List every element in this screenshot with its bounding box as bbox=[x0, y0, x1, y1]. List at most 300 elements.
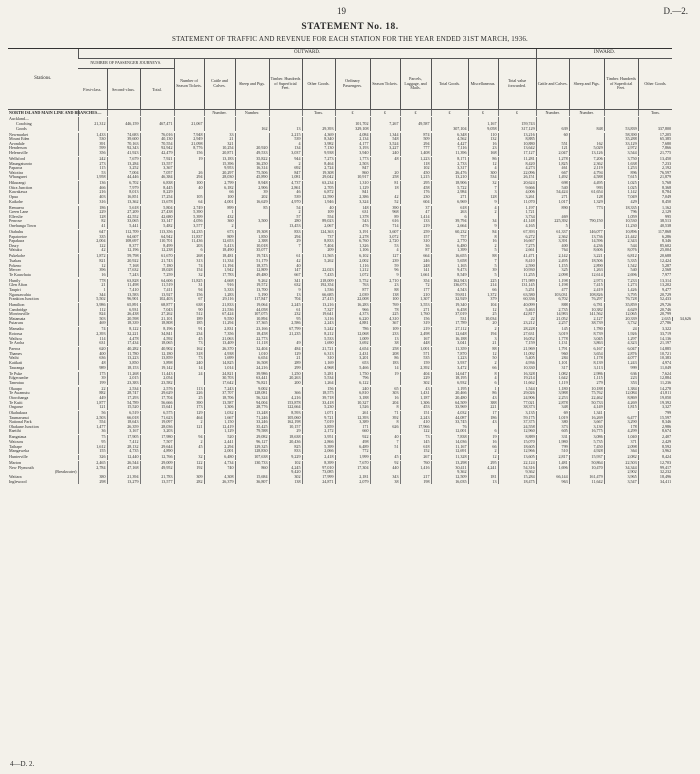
table-cell: 19,572 bbox=[235, 283, 269, 288]
table-cell: 21,775 bbox=[638, 151, 672, 156]
table-cell: 16,035 bbox=[431, 480, 468, 485]
table-cell: 186 bbox=[78, 206, 107, 211]
table-cell: 554 bbox=[302, 215, 335, 220]
table-cell: 639 bbox=[536, 127, 569, 132]
table-cell: 9,666 bbox=[498, 186, 536, 191]
table-cell: 77,021 bbox=[498, 401, 536, 406]
table-cell: 325 bbox=[536, 268, 569, 273]
station-name: Helensville bbox=[9, 149, 28, 155]
table-cell: 60,232 bbox=[431, 230, 468, 235]
table-cell: 4,654 bbox=[335, 347, 370, 352]
table-cell: 4 bbox=[468, 166, 498, 171]
table-cell: 3,734 bbox=[498, 215, 536, 220]
table-cell: 12,084 bbox=[604, 391, 638, 396]
table-cell: 24 bbox=[604, 327, 638, 332]
table-cell: 18,706 bbox=[204, 396, 235, 401]
table-cell: 321 bbox=[204, 142, 235, 147]
table-cell: 3,863 bbox=[569, 341, 604, 346]
station-name: Maungaturoto bbox=[9, 160, 33, 166]
unit-cell: £ bbox=[400, 110, 431, 117]
table-cell: 7,243 bbox=[107, 273, 140, 278]
table-cell: 20,729 bbox=[638, 293, 672, 298]
table-cell: 147 bbox=[269, 268, 302, 273]
table-cell: 11,268 bbox=[107, 372, 140, 377]
table-cell: 12,424 bbox=[638, 259, 672, 264]
table-cell: 1,426 bbox=[604, 288, 638, 293]
table-cell: 1,408 bbox=[400, 151, 431, 156]
table-cell: 7,870 bbox=[431, 352, 468, 357]
table-cell: 18,808 bbox=[140, 321, 174, 326]
table-cell: 2,067 bbox=[302, 224, 335, 229]
table-cell: 777 bbox=[400, 146, 431, 151]
table-cell: 9,002 bbox=[235, 387, 269, 392]
table-cell: 73 bbox=[174, 356, 204, 361]
table-cell: 453 bbox=[400, 405, 431, 410]
table-cell: 1 bbox=[78, 288, 107, 293]
table-cell: 10,157 bbox=[269, 425, 302, 430]
table-cell: 13,453 bbox=[269, 224, 302, 229]
table-cell: 34 bbox=[468, 219, 498, 224]
table-cell: 5,281 bbox=[302, 372, 335, 377]
table-cell: 989 bbox=[78, 366, 107, 371]
table-cell: 15,520 bbox=[107, 405, 140, 410]
table-cell: 1,243 bbox=[604, 361, 638, 366]
table-cell: 145 bbox=[536, 327, 569, 332]
table-cell: 22,008 bbox=[335, 297, 370, 302]
table-cell: 52,433 bbox=[638, 297, 672, 302]
table-cell: 466 bbox=[78, 186, 107, 191]
table-cell: 56,324 bbox=[235, 396, 269, 401]
table-cell: 5,752 bbox=[335, 279, 370, 284]
table-cell: 1,142 bbox=[604, 190, 638, 195]
table-cell: 86 bbox=[370, 356, 400, 361]
table-cell: 240 bbox=[370, 151, 400, 156]
table-cell: 1,750 bbox=[335, 372, 370, 377]
table-cell: 35,425 bbox=[235, 425, 269, 430]
table-cell: 32 bbox=[468, 181, 498, 186]
table-cell: 40,099 bbox=[498, 303, 536, 308]
table-cell: 76,016 bbox=[140, 133, 174, 138]
table-cell: 310 bbox=[302, 356, 335, 361]
table-cell: 70,163 bbox=[107, 142, 140, 147]
table-cell: 40,130 bbox=[140, 137, 174, 142]
table-cell: 24,871 bbox=[302, 480, 335, 485]
table-cell: 1 bbox=[468, 387, 498, 392]
station-name: Matamata bbox=[9, 315, 26, 321]
unit-cell: Tons. bbox=[638, 110, 672, 117]
table-cell: 10,188 bbox=[569, 387, 604, 392]
table-cell: 20,624 bbox=[498, 181, 536, 186]
table-cell: 7,116 bbox=[431, 146, 468, 151]
table-cell: 4,165 bbox=[498, 224, 536, 229]
table-cell: 67,393 bbox=[498, 230, 536, 235]
table-cell: 5,768 bbox=[638, 181, 672, 186]
table-cell: 21,743 bbox=[140, 259, 174, 264]
table-cell: 999 bbox=[604, 366, 638, 371]
table-cell: 1,999 bbox=[335, 455, 370, 460]
table-cell: 2 bbox=[269, 162, 302, 167]
table-cell: 56,666 bbox=[140, 401, 174, 406]
table-cell: 29,082 bbox=[235, 435, 269, 440]
table-cell: 13,450 bbox=[638, 157, 672, 162]
table-cell: 39,600 bbox=[107, 137, 140, 142]
table-cell: 1,215 bbox=[400, 175, 431, 180]
table-cell: 3,898 bbox=[140, 361, 174, 366]
table-cell: 42,479 bbox=[140, 151, 174, 156]
table-cell: 26 bbox=[174, 171, 204, 176]
table-cell: 29,042 bbox=[302, 175, 335, 180]
table-cell: 7,977 bbox=[638, 273, 672, 278]
table-cell: 2,015 bbox=[107, 376, 140, 381]
table-cell: 61,654 bbox=[569, 190, 604, 195]
table-cell: 13,736 bbox=[569, 235, 604, 240]
table-cell: 1,612 bbox=[78, 445, 107, 450]
table-cell: 7,838 bbox=[431, 435, 468, 440]
table-cell: 2,696 bbox=[604, 273, 638, 278]
table-cell: 692 bbox=[269, 166, 302, 171]
table-cell: 8,674 bbox=[638, 429, 672, 434]
table-cell: 6 bbox=[468, 381, 498, 386]
table-cell: 21,394 bbox=[107, 475, 140, 480]
table-cell: 1,329 bbox=[569, 200, 604, 205]
table-cell: 860 bbox=[335, 171, 370, 176]
table-cell: 1,946 bbox=[302, 200, 335, 205]
table-cell: 22,462 bbox=[569, 396, 604, 401]
table-cell: 17,254 bbox=[140, 195, 174, 200]
statement-table-container bbox=[8, 48, 692, 756]
table-cell: 128,081 bbox=[235, 391, 269, 396]
table-cell: 15,070 bbox=[498, 440, 536, 445]
table-cell: 2,079 bbox=[335, 480, 370, 485]
table-cell: 2,257 bbox=[536, 321, 569, 326]
table-cell: 1,825 bbox=[536, 162, 569, 167]
table-cell: 64,509 bbox=[431, 401, 468, 406]
table-cell: 21 bbox=[468, 341, 498, 346]
table-cell: 3,986 bbox=[78, 303, 107, 308]
table-cell: 7,267 bbox=[370, 122, 400, 127]
station-name: Te Kuiti bbox=[9, 399, 23, 405]
table-cell: 10,470 bbox=[569, 466, 604, 471]
table-cell: 16 bbox=[468, 440, 498, 445]
table-cell: 8,171 bbox=[431, 157, 468, 162]
table-cell: 618 bbox=[431, 206, 468, 211]
table-cell: 6,272 bbox=[498, 235, 536, 240]
table-cell: 263 bbox=[431, 210, 468, 215]
table-cell: 7,356 bbox=[204, 332, 235, 337]
table-cell: 1,072 bbox=[335, 273, 370, 278]
table-cell: 2,949 bbox=[174, 137, 204, 142]
table-cell: 2,831 bbox=[204, 327, 235, 332]
table-cell: 2 bbox=[174, 440, 204, 445]
table-cell: 882 bbox=[78, 391, 107, 396]
table-cell: 11,092 bbox=[498, 352, 536, 357]
table-cell: 8,346 bbox=[638, 420, 672, 425]
table-cell: 3,322 bbox=[638, 327, 672, 332]
table-cell: 75,762 bbox=[569, 391, 604, 396]
document-code: D.—2. bbox=[663, 6, 688, 16]
station-name: Te Awamutu bbox=[9, 390, 30, 396]
unit-cell: Tons. bbox=[302, 110, 335, 117]
table-cell: 29,026 bbox=[498, 391, 536, 396]
table-cell: 704 bbox=[269, 297, 302, 302]
table-cell: 10,018 bbox=[235, 244, 269, 249]
station-name: Rotorua bbox=[9, 331, 23, 337]
table-cell: 379 bbox=[468, 297, 498, 302]
table-cell: 24,906 bbox=[498, 396, 536, 401]
table-cell: 95 bbox=[78, 440, 107, 445]
table-cell: 20,480 bbox=[431, 396, 468, 401]
station-name: Frankton Junction bbox=[9, 296, 39, 302]
table-cell: 1,384 bbox=[604, 387, 638, 392]
table-cell: 39 bbox=[78, 376, 107, 381]
table-cell: 145 bbox=[400, 440, 431, 445]
table-cell: 128,830 bbox=[235, 449, 269, 454]
table-cell: 25 bbox=[468, 312, 498, 317]
header-col: Parcels, Luggage, and Mails. bbox=[400, 59, 431, 110]
table-cell: 796 bbox=[604, 210, 638, 215]
table-cell: 17,632 bbox=[107, 268, 140, 273]
table-cell: 2 bbox=[269, 210, 302, 215]
table-cell: 16 bbox=[468, 142, 498, 147]
table-cell: 66 bbox=[468, 366, 498, 371]
table-cell: 18,643 bbox=[107, 420, 140, 425]
table-cell: 9,953 bbox=[204, 166, 235, 171]
table-cell: 108,826 bbox=[569, 293, 604, 298]
table-cell: 129 bbox=[269, 352, 302, 357]
table-cell: 3,962 bbox=[638, 449, 672, 454]
table-cell: 20,871 bbox=[204, 151, 235, 156]
station-name: Tuakau bbox=[9, 257, 22, 263]
station-name: Goods bbox=[16, 125, 27, 131]
unit-cell: £ bbox=[498, 110, 536, 117]
table-cell: 390 bbox=[370, 206, 400, 211]
table-cell: 4,427 bbox=[431, 142, 468, 147]
table-cell: 5,399 bbox=[302, 445, 335, 450]
table-cell: 38,373 bbox=[498, 405, 536, 410]
table-cell: 11,118 bbox=[235, 341, 269, 346]
table-cell: 37,707 bbox=[204, 391, 235, 396]
table-cell: 267 bbox=[400, 455, 431, 460]
table-cell: 17 bbox=[468, 411, 498, 416]
table-cell: 825 bbox=[269, 445, 302, 450]
table-cell: 177 bbox=[400, 288, 431, 293]
table-cell: 2 bbox=[468, 210, 498, 215]
table-cell: 1,696 bbox=[536, 466, 569, 471]
table-cell: 26,359 bbox=[107, 425, 140, 430]
table-cell: 3,389 bbox=[335, 420, 370, 425]
table-cell: 43 bbox=[468, 420, 498, 425]
table-cell: 279 bbox=[569, 381, 604, 386]
table-cell: 7,435 bbox=[302, 273, 335, 278]
table-cell: 194 bbox=[468, 332, 498, 337]
table-cell: 11,255 bbox=[498, 273, 536, 278]
table-cell: 512 bbox=[174, 312, 204, 317]
table-cell: 3 bbox=[468, 190, 498, 195]
table-cell: 14,036 bbox=[431, 440, 468, 445]
table-cell: 18,575 bbox=[302, 391, 335, 396]
table-cell: 20,746 bbox=[638, 308, 672, 313]
table-cell: 5,618 bbox=[107, 206, 140, 211]
table-cell: 11,049 bbox=[638, 366, 672, 371]
table-cell: 198 bbox=[400, 480, 431, 485]
table-cell: 48 bbox=[370, 157, 400, 162]
table-cell: 102 bbox=[269, 461, 302, 466]
table-cell: 19,097 bbox=[140, 420, 174, 425]
station-name: Te Aroha bbox=[9, 340, 25, 346]
station-name: Raetihi bbox=[9, 428, 21, 434]
statement-subtitle: STATEMENT OF TRAFFIC AND REVENUE FOR EACH STATION FOR THE YEAR ENDED 31ST MARCH, 1936. bbox=[172, 35, 528, 43]
table-cell: 268 bbox=[174, 254, 204, 259]
table-cell: 1,778 bbox=[536, 337, 569, 342]
table-cell: 3 bbox=[468, 337, 498, 342]
table-cell: 7,450 bbox=[569, 445, 604, 450]
table-cell: 51,179 bbox=[235, 259, 269, 264]
table-cell: 21,312 bbox=[78, 122, 107, 127]
station-name: Ongarue bbox=[9, 404, 24, 410]
table-cell: 131,145 bbox=[498, 283, 536, 288]
table-cell: 5,390 bbox=[174, 210, 204, 215]
table-cell: 8,424 bbox=[638, 455, 672, 460]
table-cell: 96,901 bbox=[107, 297, 140, 302]
table-cell: 39 bbox=[468, 268, 498, 273]
table-cell: 6 bbox=[468, 429, 498, 434]
table-cell: 4,936 bbox=[498, 361, 536, 366]
station-name: Taneatua bbox=[9, 379, 24, 385]
table-cell: 18,339 bbox=[107, 321, 140, 326]
table-cell: 88 bbox=[468, 347, 498, 352]
table-cell: 89,023 bbox=[302, 219, 335, 224]
table-cell: 100 bbox=[370, 297, 400, 302]
table-cell: 20,466 bbox=[431, 391, 468, 396]
table-cell: 2,534 bbox=[107, 387, 140, 392]
table-cell: 159 bbox=[400, 361, 431, 366]
table-cell: 26,476 bbox=[431, 171, 468, 176]
table-cell: 354 bbox=[400, 279, 431, 284]
table-cell: 2,142 bbox=[536, 254, 569, 259]
table-cell: 1 bbox=[204, 210, 235, 215]
table-cell: 888 bbox=[536, 303, 569, 308]
table-cell: 146,077 bbox=[569, 230, 604, 235]
table-cell: 69 bbox=[536, 411, 569, 416]
table-cell: 4,735 bbox=[107, 449, 140, 454]
table-cell: 2,127 bbox=[569, 317, 604, 322]
station-name: Cambridge bbox=[9, 306, 28, 312]
table-cell: 9,229 bbox=[269, 455, 302, 460]
table-cell: 13,314 bbox=[638, 279, 672, 284]
table-cell: 124,363 bbox=[302, 230, 335, 235]
table-cell: 458 bbox=[400, 186, 431, 191]
table-cell: 221 bbox=[468, 405, 498, 410]
table-cell: 1,250 bbox=[269, 372, 302, 377]
table-cell: 371 bbox=[604, 440, 638, 445]
table-cell: 636 bbox=[78, 356, 107, 361]
table-cell: 2,393 bbox=[78, 332, 107, 337]
table-cell: 300 bbox=[468, 171, 498, 176]
table-cell: 100 bbox=[174, 181, 204, 186]
table-cell: 714 bbox=[370, 224, 400, 229]
table-cell: 3,937 bbox=[431, 361, 468, 366]
table-cell: 2 bbox=[204, 224, 235, 229]
table-cell: 2,294 bbox=[204, 445, 235, 450]
table-cell: 353 bbox=[604, 381, 638, 386]
table-cell: 12 bbox=[468, 308, 498, 313]
table-cell: 223 bbox=[604, 376, 638, 381]
table-cell: 540 bbox=[604, 268, 638, 273]
table-cell: 29,393 bbox=[302, 127, 335, 132]
table-cell: 4,245 bbox=[269, 466, 302, 471]
table-cell: 6 bbox=[431, 215, 468, 220]
table-cell: 673 bbox=[204, 230, 235, 235]
table-cell: 82 bbox=[78, 219, 107, 224]
table-cell: 4,310 bbox=[370, 317, 400, 322]
table-cell: 117,847 bbox=[235, 297, 269, 302]
table-cell: 2 bbox=[468, 361, 498, 366]
table-cell: 737 bbox=[302, 235, 335, 240]
table-cell: 14,983 bbox=[536, 312, 569, 317]
table-cell: 12,614 bbox=[569, 273, 604, 278]
station-name: Tauranga bbox=[9, 364, 25, 370]
table-cell: 34,841 bbox=[140, 332, 174, 337]
table-cell: 27,262 bbox=[140, 312, 174, 317]
table-cell: 29,644 bbox=[140, 445, 174, 450]
table-cell: 14,596 bbox=[569, 239, 604, 244]
table-cell: 156 bbox=[174, 151, 204, 156]
table-cell: 1,129 bbox=[335, 186, 370, 191]
table-cell: 104 bbox=[468, 303, 498, 308]
table-cell: 1,115 bbox=[569, 376, 604, 381]
table-cell: 520 bbox=[204, 435, 235, 440]
table-cell: 2 bbox=[468, 449, 498, 454]
table-cell: 5,413 bbox=[204, 244, 235, 249]
table-cell: 631 bbox=[335, 210, 370, 215]
table-cell: 21,197 bbox=[638, 341, 672, 346]
table-cell: 178 bbox=[604, 425, 638, 430]
table-cell: 1,958 bbox=[78, 175, 107, 180]
table-cell: 44,446 bbox=[107, 175, 140, 180]
table-cell: 8,346 bbox=[638, 239, 672, 244]
table-cell: 37 bbox=[400, 206, 431, 211]
table-cell: 15,684 bbox=[235, 475, 269, 480]
table-cell: 10,330 bbox=[498, 366, 536, 371]
table-cell: 32,929 bbox=[431, 297, 468, 302]
table-cell: 21,063 bbox=[204, 337, 235, 342]
table-cell: 61 bbox=[269, 308, 302, 313]
table-cell: 380 bbox=[78, 475, 107, 480]
table-cell: 45 bbox=[370, 455, 400, 460]
table-cell: 20,263 bbox=[269, 376, 302, 381]
table-cell: 1,263 bbox=[569, 268, 604, 273]
table-cell: 1,264 bbox=[302, 381, 335, 386]
table-cell: 18,481 bbox=[204, 254, 235, 259]
table-cell: 76,821 bbox=[235, 381, 269, 386]
table-cell: 847 bbox=[335, 166, 370, 171]
table-cell: 2,984 bbox=[431, 190, 468, 195]
table-cell: 1,223 bbox=[431, 356, 468, 361]
table-cell: 102,403 bbox=[140, 297, 174, 302]
table-cell: 2,817 bbox=[536, 455, 569, 460]
table-cell: 12 bbox=[468, 162, 498, 167]
table-cell: 4,734 bbox=[204, 461, 235, 466]
table-cell: 2,876 bbox=[604, 352, 638, 357]
table-cell: 40,902 bbox=[140, 347, 174, 352]
table-cell: 183 bbox=[370, 361, 400, 366]
table-cell: 1,106 bbox=[335, 248, 370, 253]
table-cell: 461 bbox=[536, 166, 569, 171]
table-cell: 318 bbox=[174, 352, 204, 357]
table-cell: 261 bbox=[335, 411, 370, 416]
table-cell: 14,278 bbox=[638, 387, 672, 392]
table-cell: 4,495 bbox=[569, 181, 604, 186]
